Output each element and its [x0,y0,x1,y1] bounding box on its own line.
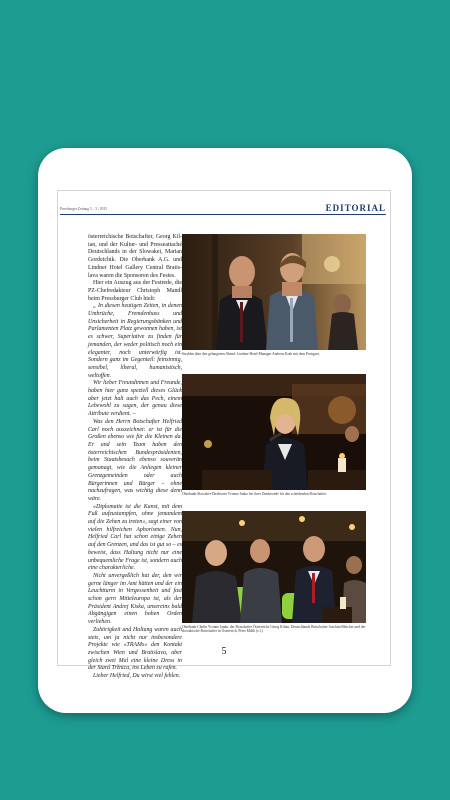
running-title: Pressburger Zeitung 5 – 3 / 2015 [60,207,108,211]
photo-caption: Strahlen über den gelungenen Abend: Lindner-Hotel-Manager Andreas Krah mit dem Preisgast. [182,352,320,356]
paragraph: Was den Herrn Botschafter Helfried Carl noch auszeichnet: er ist für die Großen ebenso wie für die Kleinen da. Er und sein Team haben den österreichischen Bundespräsidenten, beim Staatsbesuch ebenso souverän gemanagt, wie die Anliegen kleiner Grenzgemeinden oder auch Bürgerinnen und Bürger – ohne nachzufragen, was wichtig diese denn wäre. [88,418,182,502]
photo-group-seated[interactable] [182,511,366,623]
paragraph: Wir lieber Freundinnen und Freunde, haben hier ganz speziell dieses Glück aber jetzt halt auch das Pech, einem Lebewohl zu sagen, der genau diese Attribute verdient. – [88,380,182,418]
paragraph: „ In diesen heutigen Zeiten, in denen Umbrüche, Fremdenhass und Unsicherheit in Regierungsbänken und Parlamenten Platz gewonnen haben, ist es schwer, Superlative zu finden für jemanden, der weder politisch noch ein eleganter, noch unterwürfig ist. Sondern ganz im Gegenteil: feinsinnig, sensibel, liberal, humanistisch, weltoffen. [88,303,182,379]
paragraph: «Diplomatie ist die Kunst, mit dem Fuß aufzustampfen, ohne jemandem auf die Zehen zu treten», sagt einer von vielen hilfreichen Aphorismen. Nun, Helfried Carl hat schon einige Zehen auf den Grenzen, und das ist gut so – es beweist, dass Haltung nicht nur eine unbequemliche Frage ist, sondern auch eine charakterliche. [88,503,182,572]
magazine-page[interactable] [57,190,391,680]
photo-caption: Oberbank-Chefin Yvonne Janko, der Botschafter Österreichs Georg Kilian, Deutschlands Botschafter Joachim Bleicker und der slowakische Botschafter in Österreich, Peter Mišík (v.l.) [182,625,366,634]
photo-two-men[interactable] [182,234,366,350]
photo-speaker[interactable] [182,374,366,490]
paragraph: Nicht unvergeßlich hat der, den wir gerne länger im Amt hätten und der ein Leuchtturm in Vergessenheit und fast schon gern Mitteleuropa ist, als der Präsident Andrej Kiska, unsereins bald Abgängigen einen hohen Orden verliehen. [88,572,182,626]
photo-caption: Oberbank-Slowakei-Direktorin Yvonne Janko bei ihrer Dankesrede für den scheidenden Botschafter. [182,492,327,496]
running-header [60,205,386,215]
page-number: 5 [221,646,227,657]
paragraph: Zuhörigkeit und Haltung waren auch stets, um ja nicht nur insbesondere Projekte wie «TRAMs» den Kontakt zwischen Wien und Bratislava, aber gleich zwei Mal eine kleine Dress in der Stará Tržnica, ins Leben zu rufen. [88,626,182,672]
paragraph: Lieber Helfried, Du wirst viel fehlen. [93,673,181,680]
article-text-column [88,234,182,681]
paragraph: österreichische Botschafter, Georg Kil-ian, und der Kultur- und Presseattaché Deutschlands in der Slowakei, Marian Gordeichik. Die Oberbank A.G. und Lindner Hotel Gallery Central Bratis-lava waren die Sponsoren des Festes. [88,234,182,279]
section-title: EDITORIAL [325,203,386,213]
paragraph: Hier ein Auszug aus der Festrede, die PZ-Chefredakteur Christoph Mandl beim Pressburger Club hielt: [88,280,182,302]
